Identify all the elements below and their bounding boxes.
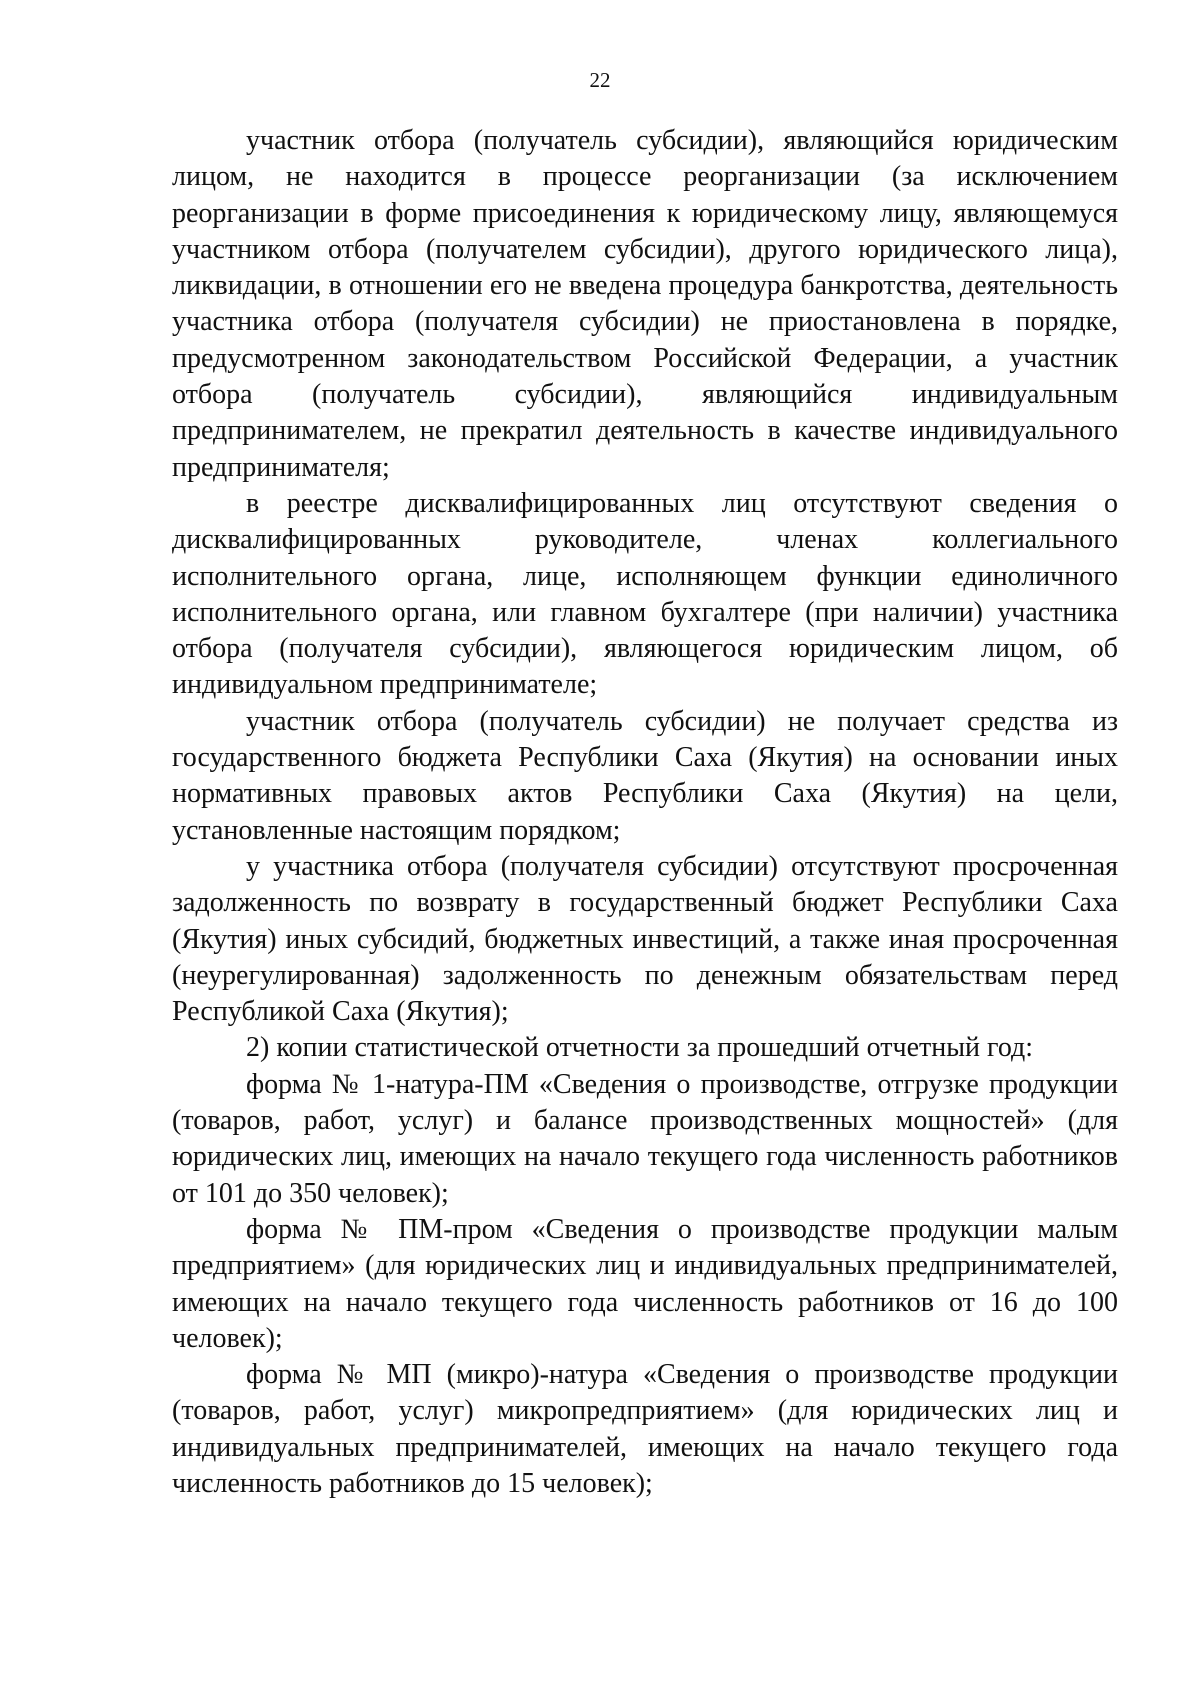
page-number: 22 [589,68,611,92]
paragraph-no-overdue-debt: у участника отбора (получателя субсидии) отсутствуют просроченная задолженность по возврату в государственный бюджет Республики Саха (Якутия) иных субсидий, бюджетных инвестиций, а также иная просроченная (неурегулированная) задолженность по денежным обязательствам перед Республикой Саха (Якутия); [172,850,1118,1028]
paragraph-disqualified-persons: в реестре дисквалифицированных лиц отсутствуют сведения о дисквалифицированных руководителе, членах коллегиального исполнительного органа, лице, исполняющем функции единоличного исполнительного органа, или главном бухгалтере (при наличии) участника отбора (получателя субсидии), являющегося юридическим лицом, об индивидуальном предпринимателе; [172,487,1118,701]
paragraph-form-1-natura-pm: форма № 1-натура-ПМ «Сведения о производстве, отгрузке продукции (товаров, работ, услуг) и балансе производственных мощностей» (для юридических лиц, имеющих на начало текущего года численность работников от 101 до 350 человек); [172,1068,1118,1209]
paragraph-form-mp-micro-natura: форма № МП (микро)-натура «Сведения о производстве продукции (товаров, работ, услуг) микропредприятием» (для юридических лиц и индивидуальных предпринимателей, имеющих на начало текущего года численность работников до 15 человек); [172,1359,1118,1499]
paragraph-form-pm-prom: форма № ПМ-пром «Сведения о производстве продукции малым предприятием» (для юридических лиц и индивидуальных предпринимателей, имеющих на начало текущего года численность работников от 16 до 100 человек); [172,1213,1118,1354]
document-body [172,123,1118,1502]
paragraph-legal-entity-status: участник отбора (получатель субсидии), являющийся юридическим лицом, не находится в процессе реорганизации (за исключением реорганизации в форме присоединения к юридическому лицу, являющемуся участником отбора (получателем субсидии), другого юридического лица), ликвидации, в отношении его не введена процедура банкротства, деятельность участника отбора (получателя субсидии) не приостановлена в порядке, предусмотренном законодательством Российской Федерации, а участник отбора (получатель субсидии), являющийся индивидуальным предпринимателем, не прекратил деятельность в качестве индивидуального предпринимателя; [172,125,1118,483]
paragraph-statistical-reports: 2) копии статистической отчетности за прошедший отчетный год: [246,1032,1034,1064]
paragraph-no-other-budget-funds: участник отбора (получатель субсидии) не получает средства из государственного бюджета Республики Саха (Якутия) на основании иных нормативных правовых актов Республики Саха (Якутия) на цели, установленные настоящим порядком; [172,705,1118,846]
